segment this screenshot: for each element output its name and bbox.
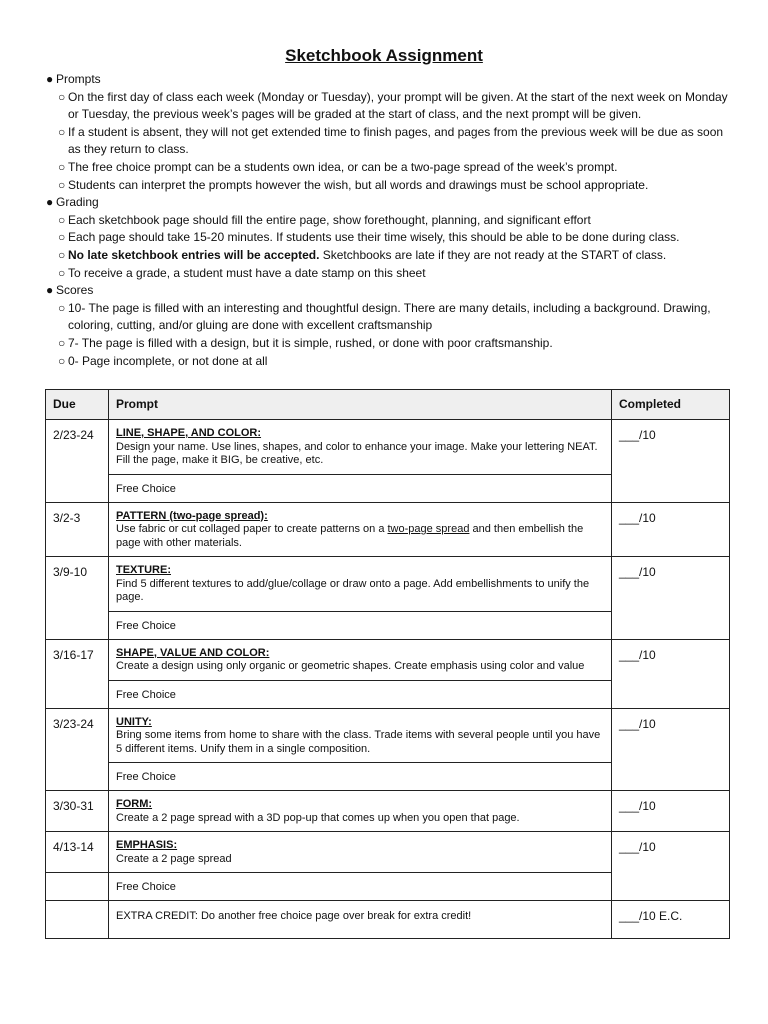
score-cell: ___/10 bbox=[612, 557, 730, 640]
score-cell: ___/10 bbox=[612, 791, 730, 832]
prompt-cell bbox=[109, 832, 612, 873]
list-item: To receive a grade, a student must have a date stamp on this sheet bbox=[68, 265, 426, 280]
table-header-row bbox=[46, 390, 730, 420]
circle-bullet-icon: ○ bbox=[58, 230, 66, 245]
prompt-description: and then embellish the page with other materials. bbox=[116, 523, 584, 549]
free-choice-cell: Free Choice bbox=[109, 873, 612, 901]
due-date: 4/13-14 bbox=[46, 832, 109, 873]
due-date: 3/30-31 bbox=[46, 791, 109, 832]
bullet-icon: ● bbox=[46, 195, 54, 210]
score-cell: ___/10 bbox=[612, 639, 730, 708]
table-row bbox=[46, 557, 730, 612]
prompt-title: EMPHASIS: bbox=[116, 839, 178, 851]
extra-credit-score: ___/10 E.C. bbox=[612, 901, 730, 939]
prompt-title: LINE, SHAPE, AND COLOR: bbox=[116, 427, 262, 439]
prompt-cell bbox=[109, 708, 612, 763]
table-row bbox=[46, 791, 730, 832]
prompt-title: FORM: bbox=[116, 798, 153, 810]
prompt-description: Create a design using only organic or geometric shapes. Create emphasis using color and value bbox=[116, 660, 585, 672]
header-completed: Completed bbox=[612, 390, 730, 420]
section-heading: Grading bbox=[56, 195, 99, 210]
table-row-extra-credit bbox=[46, 901, 730, 939]
due-date-empty bbox=[46, 873, 109, 901]
prompt-title: TEXTURE: bbox=[116, 564, 171, 576]
list-item: Each page should take 15-20 minutes. If students use their time wisely, this should be able to be done during class. bbox=[68, 230, 680, 245]
section-heading: Prompts bbox=[56, 72, 101, 86]
table-row bbox=[46, 708, 730, 763]
late-policy-bold: No late sketchbook entries will be accepted. bbox=[68, 247, 320, 262]
circle-bullet-icon: ○ bbox=[58, 335, 66, 350]
extra-credit-cell: EXTRA CREDIT: Do another free choice page over break for extra credit! bbox=[109, 901, 612, 939]
score-cell: ___/10 bbox=[612, 502, 730, 557]
list-item: 10- The page is filled with an interesting and thoughtful design. There are many details, including a background. Drawing, coloring, cutting, and/or gluing are done with excellent craftsmanship bbox=[68, 300, 711, 333]
table-row bbox=[46, 502, 730, 557]
prompt-description: Create a 2 page spread bbox=[116, 852, 232, 865]
bullet-icon: ● bbox=[46, 283, 54, 298]
prompt-title: SHAPE, VALUE AND COLOR: bbox=[116, 646, 270, 659]
free-choice-cell: Free Choice bbox=[109, 763, 612, 791]
header-prompt: Prompt bbox=[109, 390, 612, 420]
bullet-icon: ● bbox=[46, 72, 54, 86]
free-choice-cell: Free Choice bbox=[109, 474, 612, 502]
header-due: Due bbox=[46, 390, 109, 420]
free-choice-cell: Free Choice bbox=[109, 611, 612, 639]
circle-bullet-icon: ○ bbox=[58, 124, 66, 139]
score-cell: ___/10 bbox=[612, 708, 730, 791]
prompt-description: Bring some items from home to share with the class. Trade items with several people until you have 5 different items. Unify them in a single composition. bbox=[116, 729, 601, 755]
prompt-title: PATTERN (two-page spread): bbox=[116, 509, 268, 522]
circle-bullet-icon: ○ bbox=[58, 247, 66, 262]
schedule-table bbox=[45, 389, 730, 939]
due-date: 3/23-24 bbox=[46, 708, 109, 791]
score-cell: ___/10 bbox=[612, 420, 730, 503]
circle-bullet-icon: ○ bbox=[58, 89, 66, 104]
table-row bbox=[46, 420, 730, 475]
section-heading: Scores bbox=[56, 283, 94, 298]
prompt-cell bbox=[109, 639, 612, 680]
due-date: 3/16-17 bbox=[46, 639, 109, 708]
circle-bullet-icon: ○ bbox=[58, 177, 66, 192]
list-item: Each sketchbook page should fill the entire page, show forethought, planning, and significant effort bbox=[68, 212, 591, 227]
instructions-outline bbox=[46, 71, 736, 370]
due-date-empty bbox=[46, 901, 109, 939]
page-title: Sketchbook Assignment bbox=[285, 46, 483, 65]
section-grading bbox=[46, 194, 736, 282]
circle-bullet-icon: ○ bbox=[58, 159, 66, 174]
prompt-cell bbox=[109, 502, 612, 557]
list-item bbox=[68, 247, 736, 265]
due-date: 2/23-24 bbox=[46, 420, 109, 503]
prompt-description: Create a 2 page spread with a 3D pop-up that comes up when you open that page. bbox=[116, 811, 520, 824]
circle-bullet-icon: ○ bbox=[58, 300, 66, 315]
section-scores bbox=[46, 282, 736, 370]
circle-bullet-icon: ○ bbox=[58, 353, 66, 368]
due-date: 3/2-3 bbox=[46, 502, 109, 557]
prompt-cell bbox=[109, 420, 612, 475]
circle-bullet-icon: ○ bbox=[58, 212, 66, 227]
list-item: 0- Page incomplete, or not done at all bbox=[68, 353, 268, 368]
list-item: If a student is absent, they will not get extended time to finish pages, and pages from the previous week will be due as soon as they return to class. bbox=[68, 124, 724, 157]
list-item: The free choice prompt can be a students own idea, or can be a two-page spread of the week’s prompt. bbox=[68, 159, 618, 174]
prompt-cell bbox=[109, 557, 612, 612]
prompt-description-underlined: two-page spread bbox=[387, 523, 470, 535]
table-row bbox=[46, 832, 730, 873]
late-policy-text: Sketchbooks are late if they are not ready at the START of class. bbox=[319, 247, 667, 262]
prompt-description: Find 5 different textures to add/glue/collage or draw onto a page. Add embellishments to unify the page. bbox=[116, 577, 590, 603]
section-prompts bbox=[46, 71, 736, 194]
prompt-description: Use fabric or cut collaged paper to create patterns on a bbox=[116, 523, 388, 535]
list-item: 7- The page is filled with a design, but it is simple, rushed, or done with poor craftsmanship. bbox=[68, 335, 553, 350]
list-item: Students can interpret the prompts however the wish, but all words and drawings must be school appropriate. bbox=[68, 177, 649, 192]
circle-bullet-icon: ○ bbox=[58, 265, 66, 280]
table-row bbox=[46, 639, 730, 680]
prompt-title: UNITY: bbox=[116, 715, 152, 728]
score-cell: ___/10 bbox=[612, 832, 730, 901]
prompt-description: Design your name. Use lines, shapes, and color to enhance your image. Make your lettering NEAT. Fill the page, make it BIG, be creative, etc. bbox=[116, 440, 598, 466]
list-item: On the first day of class each week (Monday or Tuesday), your prompt will be given. At the start of the next week on Monday or Tuesday, the previous week’s pages will be graded at the start of class, and the next prompt will be given. bbox=[68, 89, 728, 122]
free-choice-cell: Free Choice bbox=[109, 680, 612, 708]
due-date: 3/9-10 bbox=[46, 557, 109, 640]
prompt-cell bbox=[109, 791, 612, 832]
